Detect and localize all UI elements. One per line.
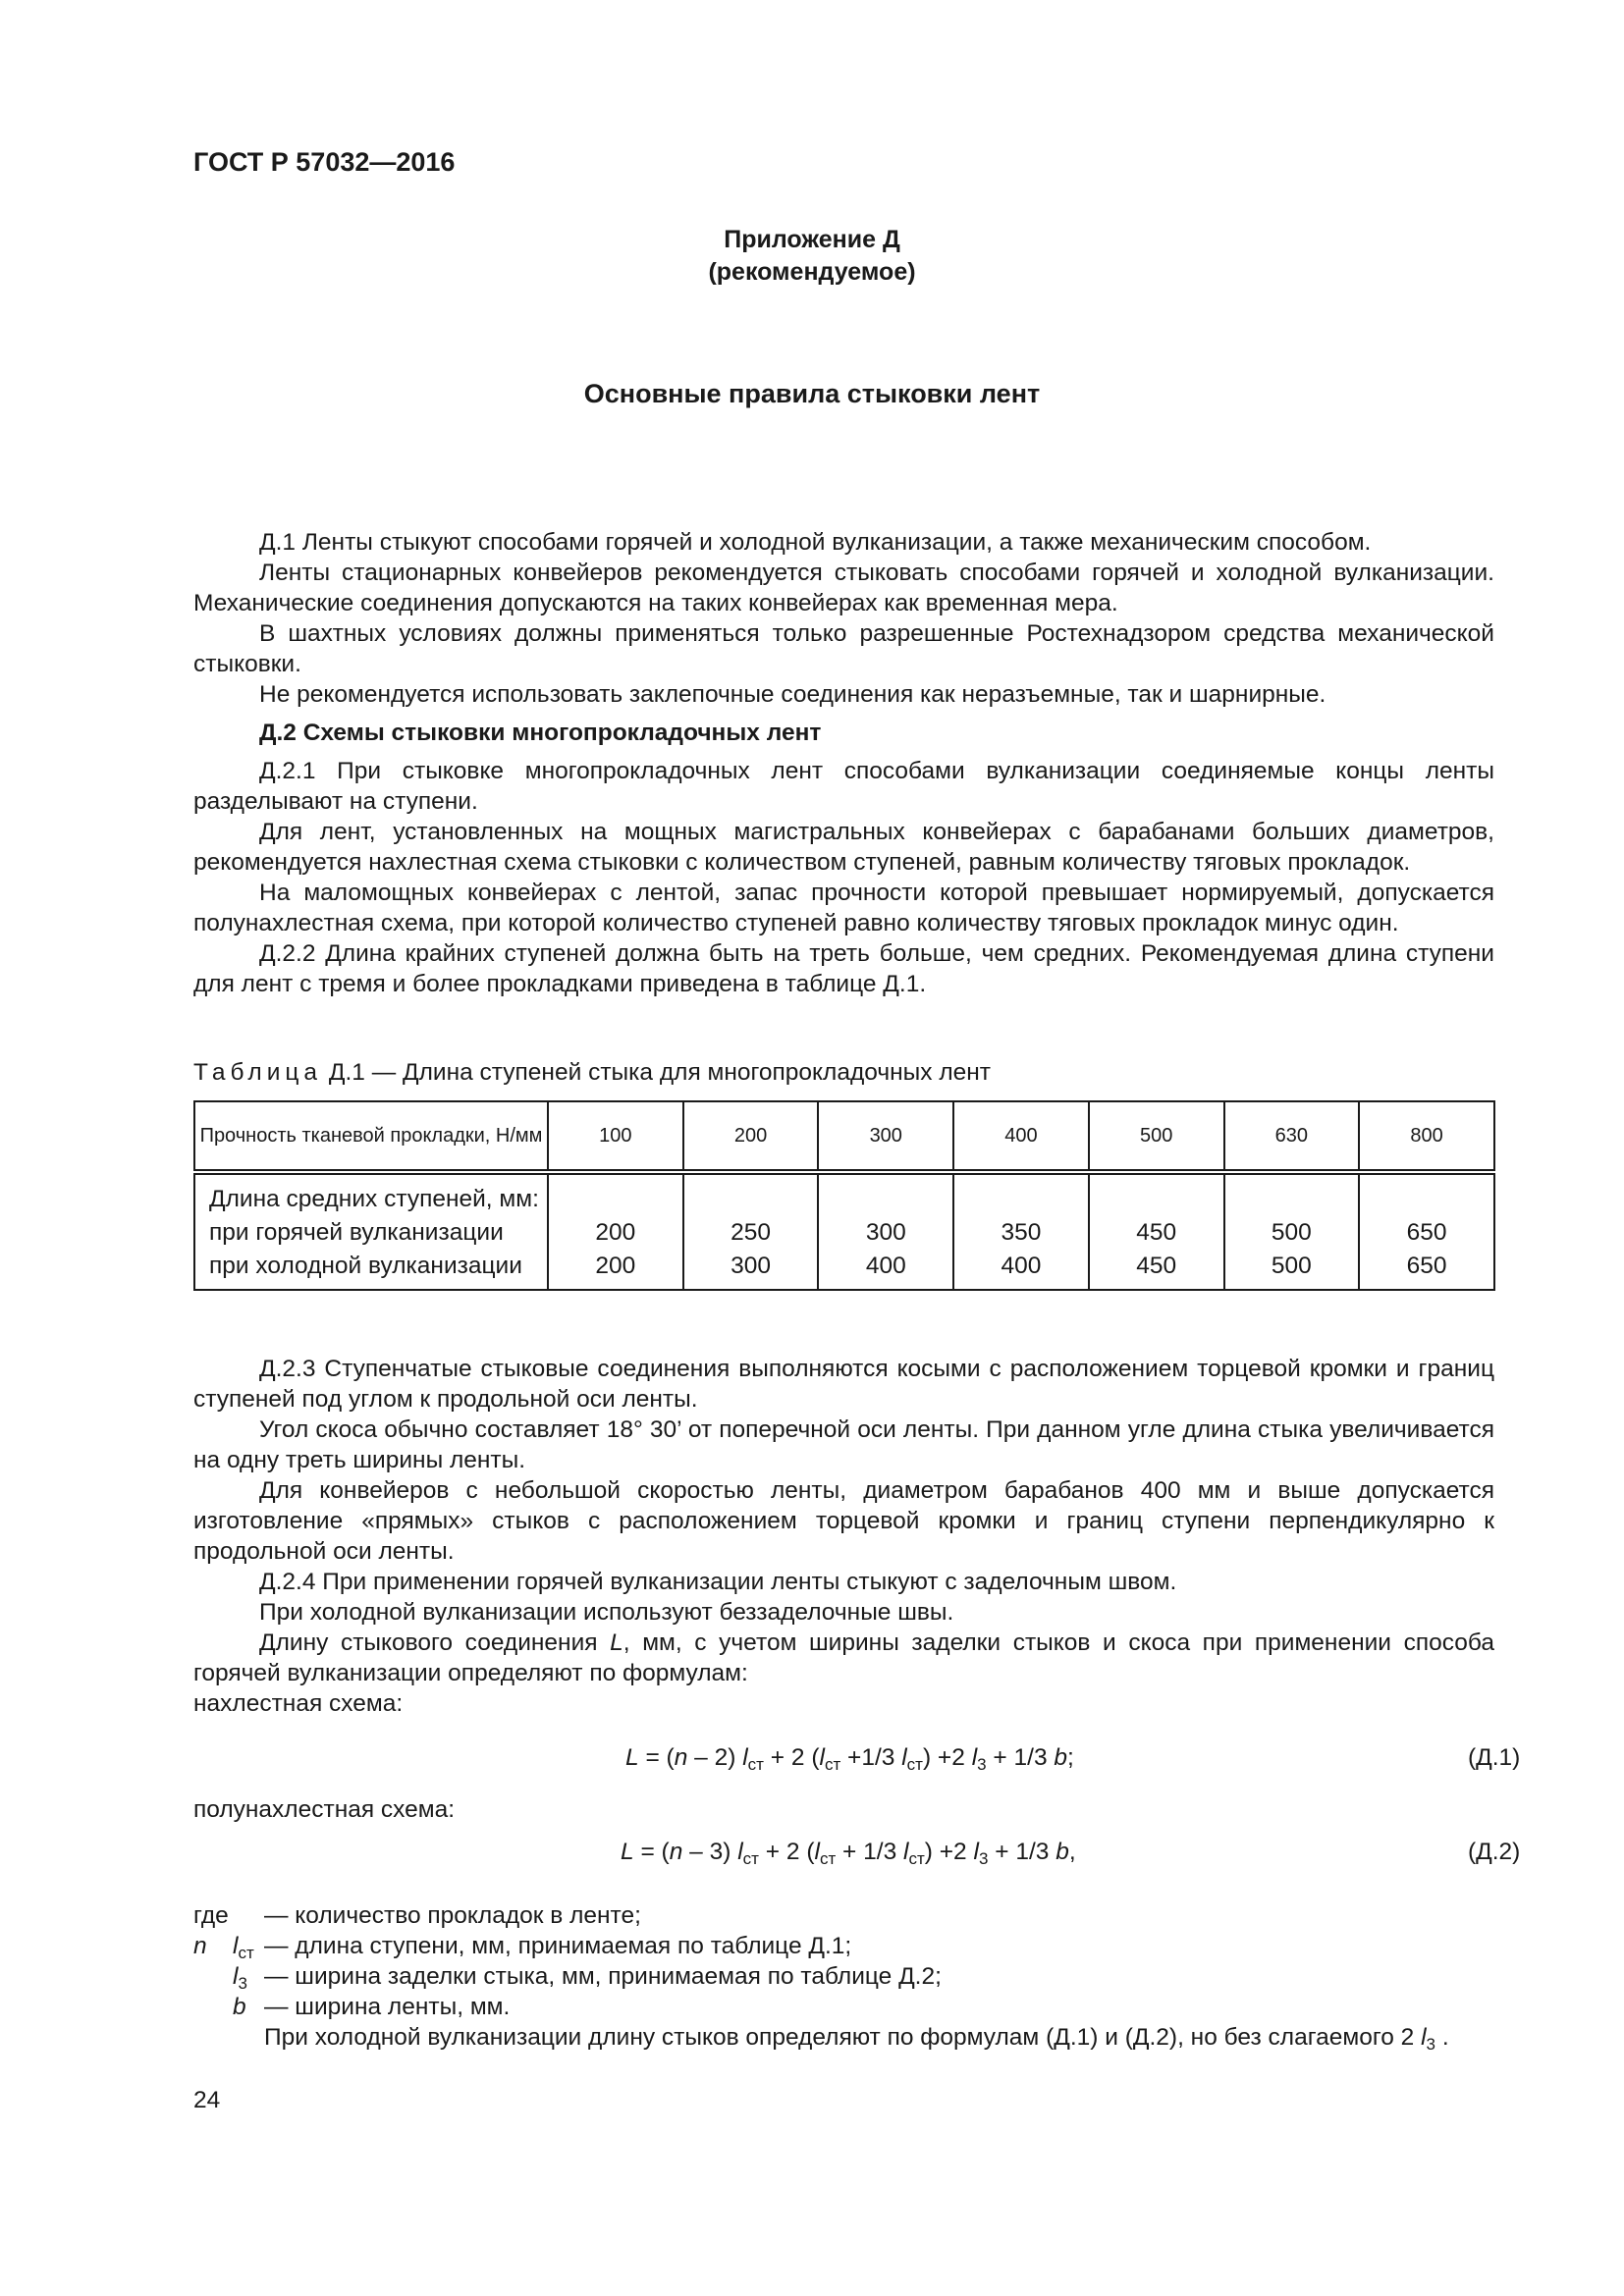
formula-d1: L = (n – 2) $l_{ст} + 2$ ($l_{ст} +1/3$ $l_{ст}) +2$ $l_3 + 1/3$ b; [625,1744,1074,1774]
strength-cell: 800 [1359,1101,1494,1172]
value-cell: 300 400 [818,1172,953,1290]
paragraph: полунахлестная схема: [193,1796,456,1823]
body-text-top [193,527,1494,999]
body-text-bottom [193,1354,1494,1719]
paragraph: Не рекомендуется использовать заклепочные соединения как неразъемные, так и шарнирные. [259,681,1326,708]
strength-cell: 400 [953,1101,1089,1172]
paragraph: Длину стыкового соединения L, мм, с учетом ширины заделки стыков и скоса при применении способа горячей вулканизации определяют по формулам: [193,1629,1494,1686]
cold-label: при холодной вулканизации [209,1253,522,1279]
hot-label: при горячей вулканизации [209,1219,504,1246]
paragraph: В шахтных условиях должны применяться только разрешенные Ростехнадзором средства механической стыковки. [193,620,1494,677]
value-cell: 450 450 [1089,1172,1224,1290]
paragraph: Д.2.2 Длина крайних ступеней должна быть на треть больше, чем средних. Рекомендуемая длина ступени для лент с тремя и более прокладками приведена в таблице Д.1. [193,940,1494,997]
paragraph: На маломощных конвейерах с лентой, запас прочности которой превышает нормируемый, допускается полунахлестная схема, при которой количество ступеней равно количеству тяговых прокладок минус один. [193,880,1494,936]
paragraph: Д.2.1 При стыковке многопрокладочных лент способами вулканизации соединяемые концы ленты разделывают на ступени. [193,758,1494,815]
strength-cell: 100 [548,1101,683,1172]
formula-d2: L = (n – 3) $l_{ст} + 2$ ($l_{ст} + 1/3$ $l_{ст}) +2$ $l_3 + 1/3$ b, [621,1839,1076,1868]
row-title: Длина средних ступеней, мм: [209,1186,539,1212]
value-cell: 500 500 [1224,1172,1360,1290]
value-cell: 350 400 [953,1172,1089,1290]
appendix-status: (рекомендуемое) [708,258,916,286]
table-row [194,1172,1494,1290]
table-caption [193,1059,991,1087]
strength-cell: 500 [1089,1101,1224,1172]
table-header-row [194,1101,1494,1172]
row-labels [194,1172,548,1290]
belt-step-table [193,1100,1495,1291]
paragraph: Ленты стационарных конвейеров рекомендуется стыковать способами горячей и холодной вулканизации. Механические соединения допускаются на таких конвейерах как временная мера. [193,560,1494,616]
paragraph: Для конвейеров с небольшой скоростью ленты, диаметром барабанов 400 мм и выше допускается изготовление «прямых» стыков с расположением торцевой кромки и границ ступени перпендикулярно к продольной оси ленты. [193,1477,1494,1565]
value-cell: 250 300 [683,1172,819,1290]
paragraph: Д.2.3 Ступенчатые стыковые соединения выполняются косыми с расположением торцевой кромки и границ ступеней под углом к продольной оси ленты. [193,1356,1494,1413]
section-heading: Основные правила стыковки лент [583,379,1041,408]
page-number: 24 [193,2087,221,2113]
appendix-title: Приложение Д [724,226,900,253]
paragraph: Для лент, установленных на мощных магистральных конвейерах с барабанами больших диаметров, рекомендуется нахлестная схема стыковки с количеством ступеней, равным количеству тяговых прокладок. [193,819,1494,876]
paragraph: Д.1 Ленты стыкуют способами горячей и холодной вулканизации, а также механическим способом. [259,529,1372,556]
formula-d1-number: (Д.1) [1468,1744,1521,1771]
subsection-heading: Д.2 Схемы стыковки многопрокладочных лент [259,720,822,746]
paragraph: Угол скоса обычно составляет 18° 30’ от поперечной оси ленты. При данном угле длина стыка увеличивается на одну треть ширины ленты. [193,1416,1494,1473]
paragraph: Д.2.4 При применении горячей вулканизации ленты стыкуют с заделочным швом. [259,1569,1177,1595]
value-cell: 650 650 [1359,1172,1494,1290]
paragraph: При холодной вулканизации используют беззаделочные швы. [259,1599,954,1626]
formula-d2-number: (Д.2) [1468,1839,1521,1865]
strength-cell: 630 [1224,1101,1360,1172]
document-code: ГОСТ Р 57032—2016 [193,147,456,177]
table-caption-text: Д.1 — Длина ступеней стыка для многопрокладочных лент [322,1059,991,1086]
document-page: ГОСТ Р 57032—2016 Приложение Д (рекомендуемое) Основные правила стыковки лент Д.1 Ленты стыкуют способами горячей и холодной вулканизации, а также механическим способом. Ленты стационарных конвейеров рекомендуется стыковать способами горячей и холодной вулканизации. Механические соединения допускаются на таких конвейерах как временная мера. В шахтных условиях должны применяться только разрешенные Ростехнадзором средства механической стыковки. Не рекомендуется использовать заклепочные соединения как неразъемные, так и шарнирные. Д.2 Схемы стыковки многопрокладочных лент Д.2.1 При стыковке многопрокладочных лент способами вулканизации соединяемые концы ленты разделывают на ступени. Для лент, установленных на мощных магистральных конвейерах с барабанами больших диаметров, рекомендуется нахлестная схема стыковки с количеством ступеней, равным количеству тяговых прокладок. На маломощных конвейерах с лентой, запас прочности которой превышает нормируемый, допускается полунахлестная схема, при которой количество ступеней равно количеству тяговых прокладок минус один. Д.2.2 Длина крайних ступеней должна быть на треть больше, чем средних. Рекомендуемая длина ступени для лент с тремя и более прокладками приведена в таблице Д.1. Таблица Д.1 — Длина ступеней стыка для многопрокладочных лент Прочность тканевой прокладки, Н/мм 100 200 300 400 500 630 800 Длина средних ступеней, мм: при горячей вулканизации при холодной вулканизации 200 200 250 300 300 400 350 400 450 450 500 500 650 650 Д.2.3 Ступенчатые стыковые соединения выполняются косыми с расположением торцевой кромки и границ ступеней под углом к продольной оси ленты. Угол скоса обычно составляет 18° 30’ от поперечной оси ленты. При данном угле длина стыка увеличивается на одну треть ширины ленты. Для конвейеров с небольшой скоростью ленты, диаметром барабанов 400 мм и выше допускается изготовление «прямых» стыков с расположением торцевой кромки и границ ступени перпендикулярно к продольной оси ленты. Д.2.4 При применении горячей вулканизации ленты стыкуют с заделочным швом. При холодной вулканизации используют беззаделочные швы. Длину стыкового соединения L, мм, с учетом ширины заделки стыков и скоса при применении способа горячей вулканизации определяют по формулам: нахлестная схема: L = (n – 2) $l_{ст} + 2$ ($l_{ст} +1/3$ $l_{ст}) +2$ $l_3 + 1/3$ b; (Д.1) полунахлестная схема: L = (n – 3) $l_{ст} + 2$ ($l_{ст} + 1/3$ $l_{ст}) +2$ $l_3 + 1/3$ b, (Д.2) где n — количество прокладок в ленте; $l_{ст}$ — длина ступени, мм, принимаемая по таблице Д.1; $l_3$ — ширина заделки стыка, мм, принимаемая по таблице Д.2; b — ширина ленты, мм. При холодной вулканизации длину стыков определяют по формулам (Д.1) и (Д.2), но без слагаемого 2 $l_3$ . 24 [0,0,1624,2296]
strength-cell: 300 [818,1101,953,1172]
paragraph: нахлестная схема: [193,1690,404,1717]
table-caption-prefix: Таблица [193,1059,323,1086]
strength-cell: 200 [683,1101,819,1172]
table-header-label: Прочность тканевой прокладки, Н/мм [194,1101,548,1172]
value-cell: 200 200 [548,1172,683,1290]
